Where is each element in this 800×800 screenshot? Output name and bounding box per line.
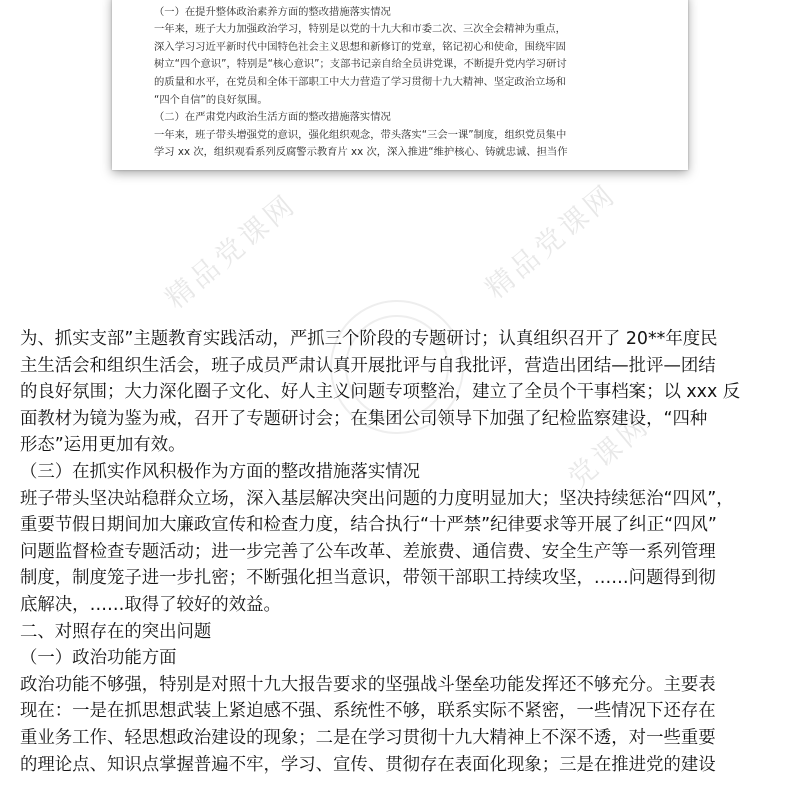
body-line: 为、抓实支部”主题教育实践活动，严抓三个阶段的专题研讨；认真组织召开了 20**年度民 [20, 329, 718, 349]
preview-line: 一年来，班子带头增强党的意识，强化组织观念，带头落实“三会一课”制度，组织党员集中 [154, 128, 567, 141]
subsection-heading: （一）政治功能方面 [20, 648, 177, 669]
watermark-text: 精品党课网 [479, 177, 623, 306]
preview-line: 一年来，班子大力加强政治学习，特别是以党的十九大和市委二次、三次全会精神为重点， [154, 23, 566, 36]
preview-line: 树立“四个意识”，特别是“核心意识”；支部书记亲自给全员讲党课，不断提升党内学习研讨 [154, 58, 567, 71]
body-line: 主生活会和组织生活会，班子成员严肃认真开展批评与自我批评，营造出团结—批评—团结 [20, 355, 716, 376]
watermark-text: 精品党课网 [159, 187, 303, 316]
body-line: 重业务工作、轻思想政治建设的现象；二是在学习贯彻十九大精神上不深不透，对一些重要 [20, 727, 716, 748]
body-line: 重要节假日期间加大廉政宣传和检查力度，结合执行“十严禁”纪律要求等开展了纠正“四风” [20, 515, 717, 536]
body-line: 的理论点、知识点掌握普遍不牢，学习、宣传、贯彻存在表面化现象；三是在推进党的建设 [20, 754, 716, 775]
body-line: 问题监督检查专题活动；进一步完善了公车改革、差旅费、通信费、安全生产等一系列管理 [20, 541, 716, 562]
body-line: 的良好氛围；大力深化圈子文化、好人主义问题专项整治，建立了全员个干事档案；以 xxx 反 [20, 382, 741, 403]
preview-line: （二）在严肃党内政治生活方面的整改措施落实情况 [154, 111, 391, 124]
body-line: 形态”运用更加有效。 [20, 435, 186, 456]
watermark-text: 党课网 [561, 407, 657, 495]
preview-line: 的质量和水平，在党员和全体干部职工中大力营造了学习贯彻十九大精神、坚定政治立场和 [154, 75, 566, 88]
document-preview-card [112, 0, 688, 170]
body-line: 面教材为镜为鉴为戒，召开了专题研讨会；在集团公司领导下加强了纪检监察建设，“四种 [20, 408, 708, 429]
preview-line: “四个自信”的良好氛围。 [154, 93, 268, 106]
body-line: 制度，制度笼子进一步扎密；不断强化担当意识，带领干部职工持续攻坚，……问题得到彻 [20, 568, 716, 589]
preview-line: 学习 xx 次，组织观看系列反腐警示教育片 xx 次，深入推进“维护核心、铸就忠诚、担当作 [154, 146, 568, 159]
body-line: 底解决，……取得了较好的效益。 [20, 594, 281, 615]
section-heading: 二、对照存在的突出问题 [20, 621, 212, 642]
body-line: 政治功能不够强，特别是对照十九大报告要求的坚强战斗堡垒功能发挥还不够充分。主要表 [20, 674, 716, 695]
document-body [20, 326, 790, 778]
section-heading: （三）在抓实作风积极作为方面的整改措施落实情况 [20, 461, 420, 482]
body-line: 班子带头坚决站稳群众立场，深入基层解决突出问题的力度明显加大；坚决持续惩治“四风”， [20, 488, 734, 509]
body-line: 现在：一是在抓思想武装上紧迫感不强、系统性不够，联系实际不紧密，一些情况下还存在 [20, 701, 716, 722]
preview-text-block [154, 0, 654, 162]
preview-line: （一）在提升整体政治素养方面的整改措施落实情况 [154, 5, 391, 18]
preview-line: 深入学习习近平新时代中国特色社会主义思想和新修订的党章，铭记初心和使命，围绕牢固 [154, 40, 566, 53]
